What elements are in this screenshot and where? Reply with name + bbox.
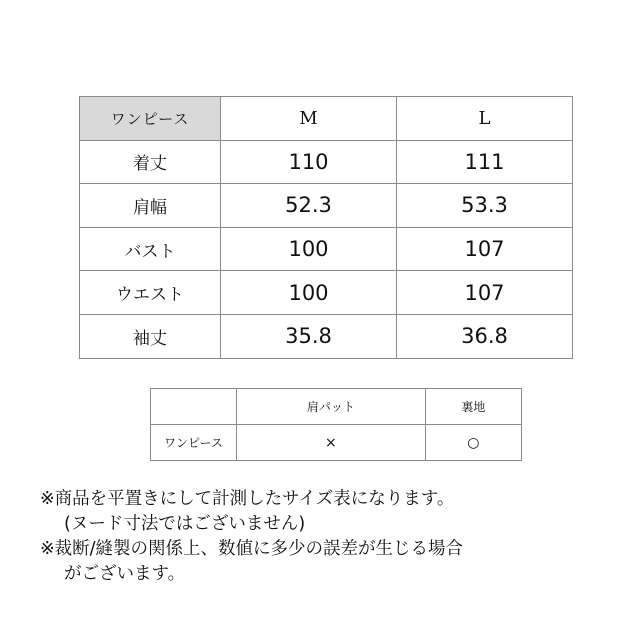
feature-table-corner bbox=[151, 389, 237, 425]
feature-mark: × bbox=[237, 425, 426, 461]
feature-row-label: ワンピース bbox=[151, 425, 237, 461]
feature-table-header-row bbox=[151, 389, 522, 425]
measure-value: 100 bbox=[221, 271, 397, 315]
table-row bbox=[80, 140, 573, 184]
note-line: がございます。 bbox=[64, 564, 186, 584]
notes bbox=[40, 487, 620, 587]
measure-value: 35.8 bbox=[221, 314, 397, 358]
size-table-corner-label: ワンピース bbox=[80, 97, 221, 141]
measure-label: 着丈 bbox=[80, 140, 221, 184]
feature-table bbox=[150, 388, 522, 461]
size-column-l: L bbox=[397, 97, 573, 141]
measure-value: 36.8 bbox=[397, 314, 573, 358]
measure-value: 107 bbox=[397, 271, 573, 315]
measure-value: 100 bbox=[221, 227, 397, 271]
table-row bbox=[151, 425, 522, 461]
table-row bbox=[80, 184, 573, 228]
table-row bbox=[80, 314, 573, 358]
measure-value: 52.3 bbox=[221, 184, 397, 228]
table-row bbox=[80, 271, 573, 315]
size-column-m: M bbox=[221, 97, 397, 141]
feature-mark: ○ bbox=[425, 425, 521, 461]
measure-value: 110 bbox=[221, 140, 397, 184]
measure-label: 肩幅 bbox=[80, 184, 221, 228]
note-line: (ヌード寸法ではございません) bbox=[64, 514, 306, 534]
size-table-header-row bbox=[80, 97, 573, 141]
measure-value: 111 bbox=[397, 140, 573, 184]
measure-value: 53.3 bbox=[397, 184, 573, 228]
note-line: ※商品を平置きにして計測したサイズ表になります。 bbox=[40, 489, 455, 509]
measure-label: ウエスト bbox=[80, 271, 221, 315]
feature-column-lining: 裏地 bbox=[425, 389, 521, 425]
table-row bbox=[80, 227, 573, 271]
size-table bbox=[79, 96, 573, 359]
feature-column-shoulder-pad: 肩パット bbox=[237, 389, 426, 425]
note-line: ※裁断/縫製の関係上、数値に多少の誤差が生じる場合 bbox=[40, 539, 464, 559]
measure-value: 107 bbox=[397, 227, 573, 271]
measure-label: バスト bbox=[80, 227, 221, 271]
measure-label: 袖丈 bbox=[80, 314, 221, 358]
